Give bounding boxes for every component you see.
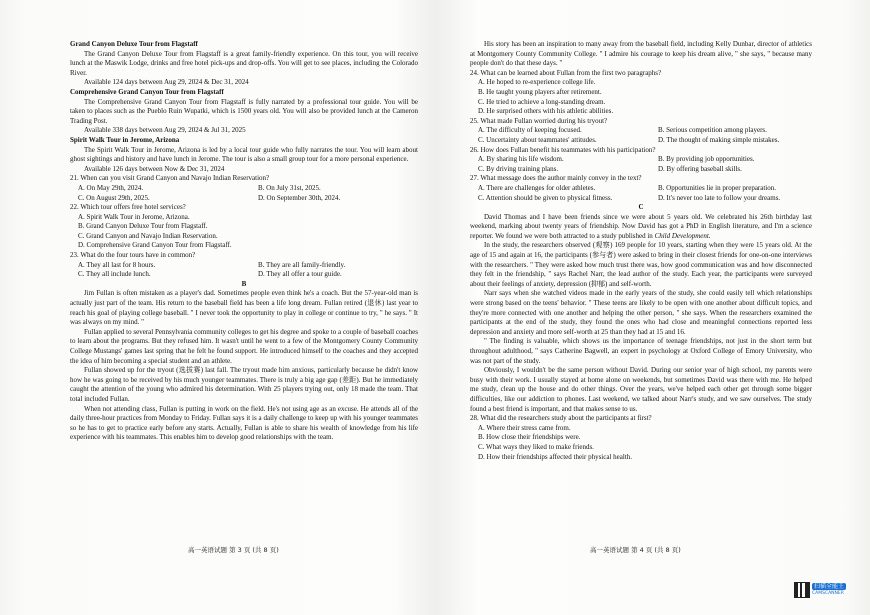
option-23c: C. They all include lunch.: [78, 270, 151, 279]
question-25: 25. What made Fullan worried during his tryout?: [470, 116, 608, 125]
option-24b: B. He taught young players after retirement.: [478, 87, 602, 96]
watermark-line-1: 扫描全能王: [814, 583, 845, 590]
left-page-column: [70, 40, 418, 528]
question-21: 21. When can you visit Grand Canyon and Navajo Indian Reservation?: [70, 174, 270, 183]
tour3-title: Spirit Walk Tour in Jerome, Arizona: [70, 135, 180, 144]
option-21a: A. On May 29th, 2024.: [78, 183, 144, 192]
passage-c-paragraph-3: Narr says when she watched videos made in the early years of the study, she could easily tell which relationships were strong based on the teens' behavior. " These teens are likely to be open with one another about difficult topics, and they're more connected with one another and helping the other person, " she says. When the researchers examined the participants at the end of the study, they found the ones who had close and meaningful connections reported less depression and anxiety and more self-worth at 25 than they had at 15 and 16.: [470, 289, 812, 336]
option-21c: C. On August 29th, 2025.: [78, 193, 150, 202]
question-23-options: [70, 261, 418, 280]
journal-title: Child Development.: [654, 231, 711, 240]
passage-c-paragraph-5: Obviously, I wouldn't be the same person without David. During our senior year of high school, my parents were busy with their work. I usually stayed at home alone on weekends, but sometimes David was there with me. He helped me study, clean up the house and do other things. Over the years, we've helped each other get through some bigger difficulties, like our addiction to phones. Last weekend, we talked about Narr's study, and we saw ourselves. The study found a best friend is important, and that makes sense to us.: [470, 366, 812, 413]
passage-c-paragraph-4: " The finding is valuable, which shows us the importance of teenage friendships, not just in the short term but throughout adulthood, " says Catherine Bagwell, an expert in psychology at Oxford College of Emory University, who was not part of the study.: [470, 337, 812, 365]
question-27-options: [470, 184, 812, 203]
passage-b-paragraph-4: When not attending class, Fullan is putting in work on the field. He's not using age as an excuse. He attends all of the daily three-hour practices from Monday to Friday. Fullan says it is a daily challenge to keep up with his younger teammates so he has to get to practice early before any starts. Actually, Fullan is able to share his wealth of knowledge from his life experience with his teammates. This enables him to develop good relationships with the team.: [70, 404, 418, 442]
page-footer-right: 高一英语试题 第 4 页 (共 8 页): [590, 546, 681, 554]
option-21d: D. On September 30th, 2024.: [258, 193, 341, 202]
question-23: 23. What do the four tours have in common?: [70, 251, 196, 260]
tour2-title: Comprehensive Grand Canyon Tour from Flagstaff: [70, 87, 224, 96]
qr-code-icon: [795, 583, 809, 597]
option-23a: A. They all last for 8 hours.: [78, 260, 156, 269]
option-25d: D. The thought of making simple mistakes.: [658, 135, 780, 144]
passage-b-paragraph-3: Fullan showed up for the tryout (选拔赛) last fall. The tryout made him anxious, particularly because he didn't know how he was going to be received by his much younger teammates. There is truly a big age gap (差距). But he immediately caught the attention of the young who admired his determination. With 25 players trying out, only 18 made the team. That total included Fullan.: [70, 366, 418, 403]
passage-c-paragraph-2: In the study, the researchers observed (观察) 169 people for 10 years, starting when they were 15 years old. At the age of 15 and again at 16, the participants (参与者) were asked to bring in their closest friends for one-on-one interviews with the researchers. " They were asked how much trust there was, how good communication was and how disconnected they felt in the friendship, " says Rachel Narr, the lead author of the study. Each year, the participants were surveyed about their feelings of anxiety, depression (抑郁) and self-worth.: [470, 241, 812, 288]
option-22c: C. Grand Canyon and Navajo Indian Reservation.: [78, 231, 218, 240]
option-26d: D. By offering baseball skills.: [658, 164, 742, 173]
option-27c: C. Attention should be given to physical fitness.: [478, 193, 613, 202]
page-footer-left: 高一英语试题 第 3 页 (共 8 页): [188, 546, 279, 554]
camscanner-watermark: [795, 583, 846, 597]
option-26c: C. By driving training plans.: [478, 164, 559, 173]
tour2-text: The Comprehensive Grand Canyon Tour from Flagstaff is fully narrated by a professional tour guide. You will be taken to places such as the Pueblo Ruin Wupatki, which is 1500 years old. You will also be provided lunch at the Cameron Trading Post.: [70, 97, 418, 125]
option-22b: B. Grand Canyon Deluxe Tour from Flagstaff.: [78, 222, 208, 231]
watermark-line-2: CAMSCANNER: [812, 591, 844, 596]
passage-c-paragraph-1-text: David Thomas and I have been friends since we were about 5 years old. We celebrated his 26th birthday last weekend, marking about twenty years of friendship. Now David has got a PhD in English literature, and I'm a science reporter. We found we were both attracted to a study published in: [470, 212, 812, 240]
option-28c: C. What ways they liked to make friends.: [478, 442, 594, 451]
question-24: 24. What can be learned about Fullan from the first two paragraphs?: [470, 68, 662, 77]
option-25c: C. Uncertainty about teammates' attitudes.: [478, 135, 597, 144]
question-28: 28. What did the researchers study about the participants at first?: [470, 414, 652, 423]
option-22a: A. Spirit Walk Tour in Jerome, Arizona.: [78, 212, 190, 221]
option-26b: B. By providing job opportunities.: [658, 155, 755, 164]
option-23d: D. They all offer a tour guide.: [258, 270, 342, 279]
passage-b-paragraph-1: Jim Fullan is often mistaken as a player's dad. Sometimes people even think he's a coach. But the 57-year-old man is actually just part of the team. His return to the baseball field has been a life long dream. Fullan retired (退休) last year to reach his goal of playing college baseball. " I never took the opportunity to play in college or continue to try, " he says. " It was always on my mind. ": [70, 289, 418, 327]
option-27d: D. It's never too late to follow your dreams.: [658, 193, 781, 202]
right-page-column: [470, 40, 812, 528]
option-27b: B. Opportunities lie in proper preparation.: [658, 183, 776, 192]
option-28a: A. Where their stress came from.: [478, 423, 571, 432]
question-21-options: [70, 184, 418, 203]
passage-b-paragraph-2: Fullan applied to several Pennsylvania community colleges to get his degree and spoke to a couple of baseball coaches to learn about the programs. But they refused him. It wasn't until he went to a few of the Montgomery County Community College Mustangs' games last spring that he felt he found support. He introduced himself to the coaches and they accepted the idea of him becoming a special student and an athlete.: [70, 327, 418, 365]
watermark-text: [812, 583, 846, 597]
question-26-options: [470, 155, 812, 174]
option-23b: B. They are all family-friendly.: [258, 260, 346, 269]
question-26: 26. How does Fullan benefit his teammates with his participation?: [470, 145, 656, 154]
option-28d: D. How their friendships affected their physical health.: [478, 452, 633, 461]
tour1-text: The Grand Canyon Deluxe Tour from Flagstaff is a great family-friendly experience. On this tour, you will receive lunch at the Maswik Lodge, drinks and free hotel pick-ups and drop-offs. You will get to see places, including the Colorado River.: [70, 49, 418, 77]
option-26a: A. By sharing his life wisdom.: [478, 155, 564, 164]
tour3-availability: Available 126 days between Now & Dec 31, 2024: [84, 164, 225, 173]
option-22d: D. Comprehensive Grand Canyon Tour from Flagstaff.: [78, 241, 232, 250]
option-27a: A. There are challenges for older athletes.: [478, 183, 596, 192]
option-24d: D. He surprised others with his athletic abilities.: [478, 107, 614, 116]
question-22: 22. Which tour offers free hotel services?: [70, 203, 186, 212]
option-21b: B. On July 31st, 2025.: [258, 183, 321, 192]
section-c-heading: C: [638, 203, 644, 212]
option-28b: B. How close their friendships were.: [478, 433, 581, 442]
question-27: 27. What message does the author mainly convey in the text?: [470, 174, 642, 183]
tour1-availability: Available 124 days between Aug 29, 2024 & Dec 31, 2024: [84, 78, 249, 87]
tour3-text: The Spirit Walk Tour in Jerome, Arizona is led by a local tour guide who fully narrates the tour. You will learn about ghost sightings and history and have lunch in Jerome. The tour is also a small group tour for a more personal experience.: [70, 145, 418, 164]
section-b-heading: B: [241, 279, 247, 288]
tour2-availability: Available 338 days between Aug 29, 2024 & Jul 31, 2025: [84, 126, 246, 135]
option-25a: A. The difficulty of keeping focused.: [478, 126, 582, 135]
option-25b: B. Serious competition among players.: [658, 126, 767, 135]
tour1-title: Grand Canyon Deluxe Tour from Flagstaff: [70, 40, 198, 48]
option-24a: A. He hoped to re-experience college life.: [478, 78, 596, 87]
passage-b-paragraph-5: His story has been an inspiration to many away from the baseball field, including Kelly Dunbar, director of athletics at Montgomery County Community College. " I admire his courage to keep his dream alive, " she says, " because many people don't do that these days. ": [470, 40, 812, 68]
option-24c: C. He tried to achieve a long-standing dream.: [478, 97, 606, 106]
passage-c-paragraph-1: [470, 213, 812, 242]
question-25-options: [470, 126, 812, 145]
